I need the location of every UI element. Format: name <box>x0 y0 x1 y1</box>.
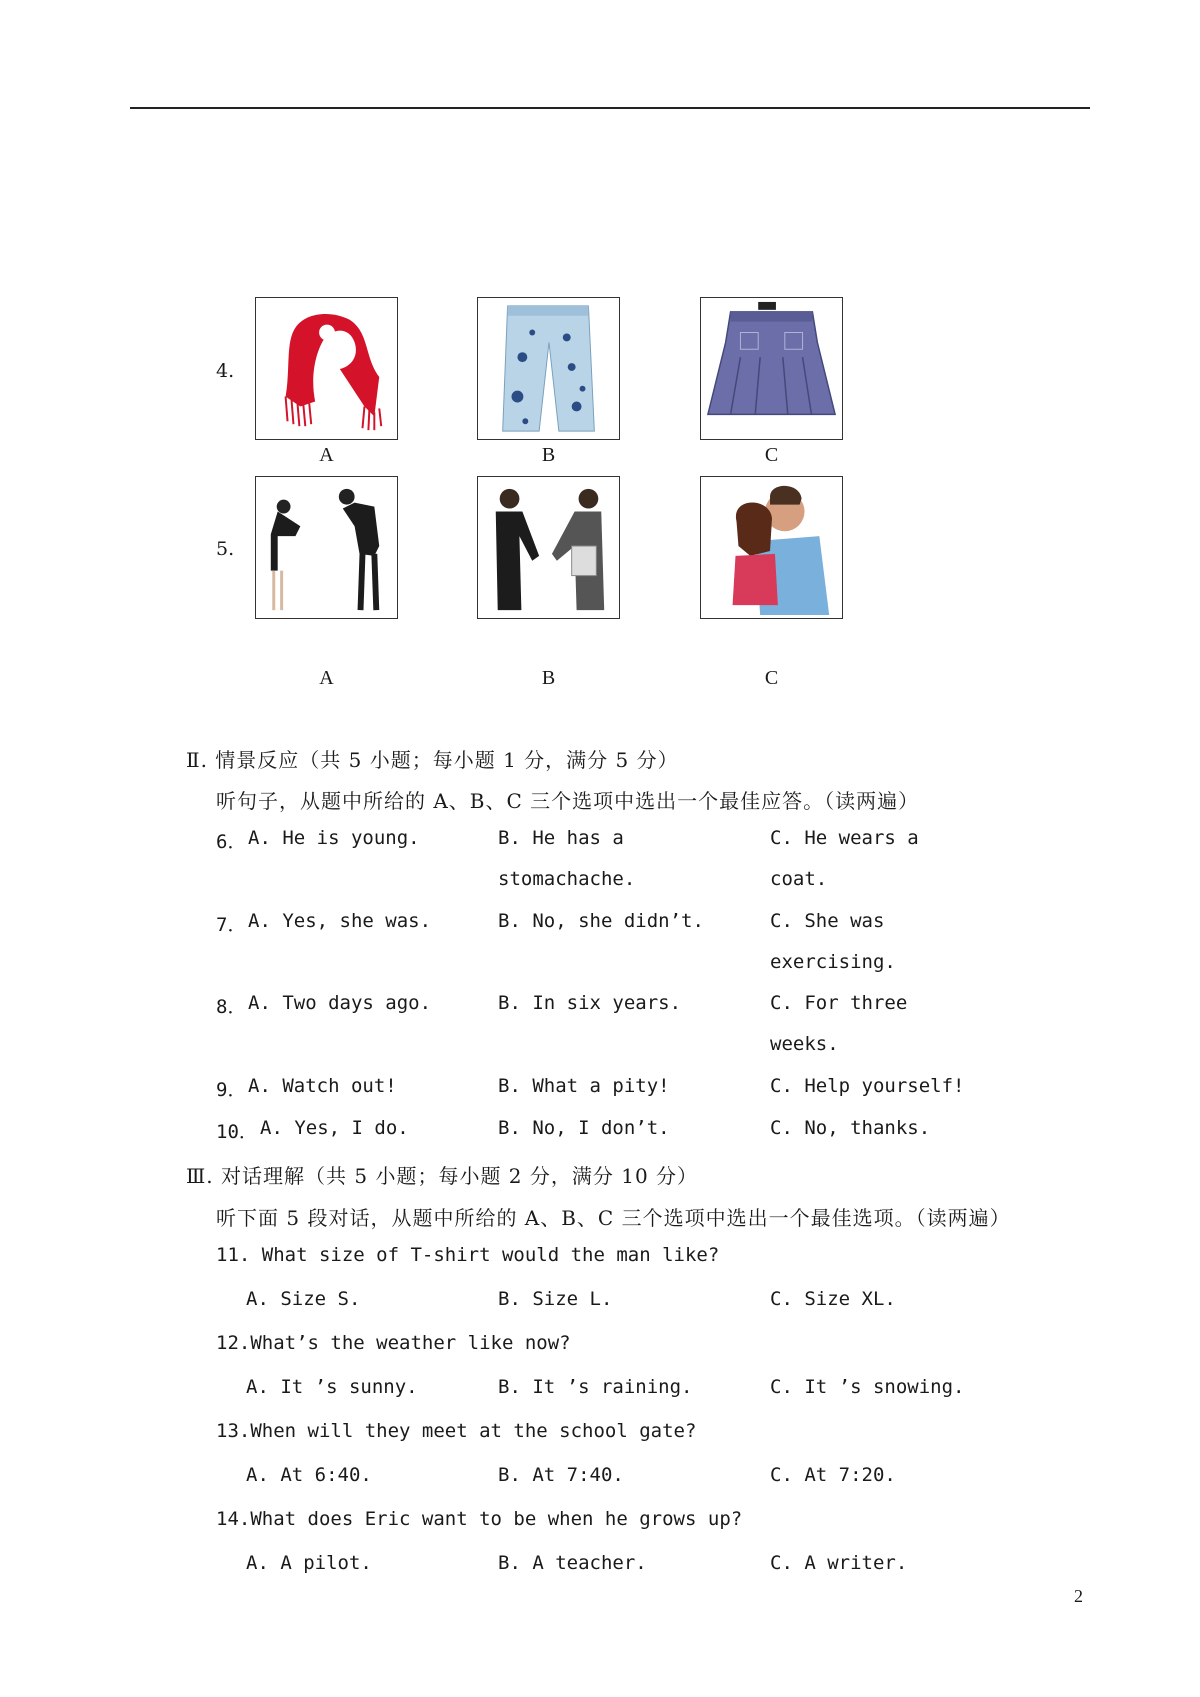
q7-number: 7． <box>216 914 247 936</box>
q12-option-b: B. It ’s raining. <box>498 1376 693 1398</box>
q6-number: 6． <box>216 831 247 853</box>
q5-option-b-label: B <box>541 667 556 689</box>
question-5-number: 5. <box>216 538 235 560</box>
q4-option-a-label: A <box>319 444 334 466</box>
q12-option-a: A. It ’s sunny. <box>246 1376 418 1398</box>
section-3-instruction: 听下面 5 段对话，从题中所给的 A、B、C 三个选项中选出一个最佳选项。（读两遍） <box>216 1206 1011 1230</box>
q7-option-c: C. She was <box>770 910 885 932</box>
q9-option-c: C. Help yourself! <box>770 1075 965 1097</box>
q14-option-b: B. A teacher. <box>498 1552 647 1574</box>
q10-number: 10． <box>216 1121 258 1143</box>
q4-option-c-label: C <box>764 444 779 466</box>
q13-option-a: A. At 6:40. <box>246 1464 372 1486</box>
section-3-title: Ⅲ. 对话理解（共 5 小题；每小题 2 分，满分 10 分） <box>186 1164 699 1188</box>
q10-option-b: B. No, I don’t. <box>498 1117 670 1139</box>
page-number: 2 <box>1074 1586 1083 1606</box>
header-rule <box>130 107 1090 109</box>
q11-stem: 11. What size of T-shirt would the man like? <box>216 1244 720 1266</box>
q10-option-c: C. No, thanks. <box>770 1117 931 1139</box>
q7-option-c-cont: exercising. <box>770 951 896 973</box>
question-4-number: 4. <box>216 360 235 382</box>
q9-option-b: B. What a pity! <box>498 1075 670 1097</box>
section-2-title: Ⅱ. 情景反应（共 5 小题；每小题 1 分，满分 5 分） <box>186 748 679 772</box>
q6-option-b-cont: stomachache. <box>498 868 636 890</box>
q8-option-c-cont: weeks. <box>770 1033 839 1055</box>
skirt-icon <box>700 297 843 440</box>
q10-option-a: A. Yes, I do. <box>260 1117 409 1139</box>
q14-stem: 14.What does Eric want to be when he grows up? <box>216 1508 743 1530</box>
q13-option-c: C. At 7:20. <box>770 1464 896 1486</box>
q11-option-b: B. Size L. <box>498 1288 613 1310</box>
q6-option-b: B. He has a <box>498 827 624 849</box>
section-2-instruction: 听句子，从题中所给的 A、B、C 三个选项中选出一个最佳应答。（读两遍） <box>216 789 920 813</box>
q14-option-c: C. A writer. <box>770 1552 908 1574</box>
q14-option-a: A. A pilot. <box>246 1552 372 1574</box>
q13-option-b: B. At 7:40. <box>498 1464 624 1486</box>
jeans-icon <box>477 297 620 440</box>
scarf-icon <box>255 297 398 440</box>
q12-stem: 12.What’s the weather like now? <box>216 1332 571 1354</box>
q6-option-a: A. He is young. <box>248 827 420 849</box>
q6-option-c-cont: coat. <box>770 868 828 890</box>
q12-option-c: C. It ’s snowing. <box>770 1376 965 1398</box>
q9-number: 9． <box>216 1079 247 1101</box>
q8-option-b: B. In six years. <box>498 992 682 1014</box>
bowing-people-icon <box>255 476 398 619</box>
q8-option-a: A. Two days ago. <box>248 992 432 1014</box>
q8-number: 8． <box>216 996 247 1018</box>
q6-option-c: C. He wears a <box>770 827 919 849</box>
q7-option-a: A. Yes, she was. <box>248 910 432 932</box>
q9-option-a: A. Watch out! <box>248 1075 397 1097</box>
q11-option-c: C. Size XL. <box>770 1288 896 1310</box>
q5-option-a-label: A <box>319 667 334 689</box>
q11-option-a: A. Size S. <box>246 1288 361 1310</box>
q4-option-b-label: B <box>541 444 556 466</box>
q5-option-c-label: C <box>764 667 779 689</box>
q7-option-b: B. No, she didn’t. <box>498 910 704 932</box>
hugging-couple-icon <box>700 476 843 619</box>
handshake-people-icon <box>477 476 620 619</box>
q13-stem: 13.When will they meet at the school gate? <box>216 1420 697 1442</box>
q8-option-c: C. For three <box>770 992 908 1014</box>
